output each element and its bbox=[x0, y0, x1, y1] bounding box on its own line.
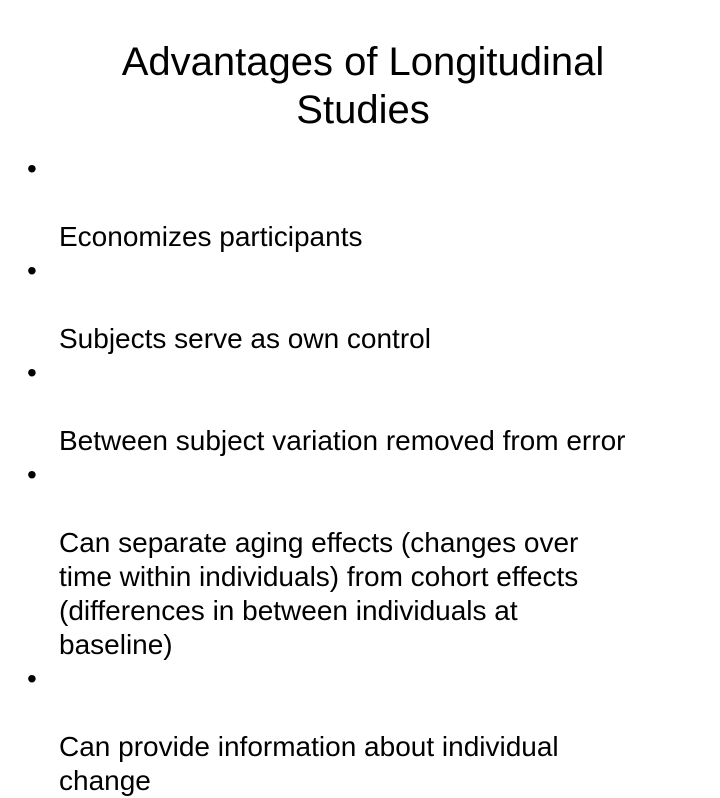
bullet-text: Subjects serve as own control bbox=[59, 323, 431, 354]
bullet-point-icon: • bbox=[27, 153, 37, 184]
bullet-point-icon: • bbox=[27, 255, 37, 286]
bullet-item-own-control bbox=[24, 254, 714, 356]
slide-title bbox=[36, 38, 690, 134]
bullet-item-individual-change bbox=[24, 662, 714, 798]
bullet-item-aging-vs-cohort-effects bbox=[24, 458, 714, 662]
bullet-text: Between subject variation removed from error bbox=[59, 425, 626, 456]
bullet-text: Can separate aging effects (changes over time within individuals) from cohort effects (differences in between individuals at baseline) bbox=[59, 527, 579, 660]
bullet-point-icon: • bbox=[27, 459, 37, 490]
title-line-2: Studies bbox=[296, 88, 430, 132]
title-line-1: Advantages of Longitudinal bbox=[121, 40, 605, 84]
bullet-text: Economizes participants bbox=[59, 221, 363, 252]
bullet-item-economizes-participants bbox=[24, 152, 714, 254]
bullet-text: Can provide information about individual change bbox=[59, 731, 559, 796]
bullet-point-icon: • bbox=[27, 357, 37, 388]
bullet-point-icon: • bbox=[27, 663, 37, 694]
bullet-item-between-subject-variation bbox=[24, 356, 714, 458]
bullet-list bbox=[24, 152, 714, 798]
